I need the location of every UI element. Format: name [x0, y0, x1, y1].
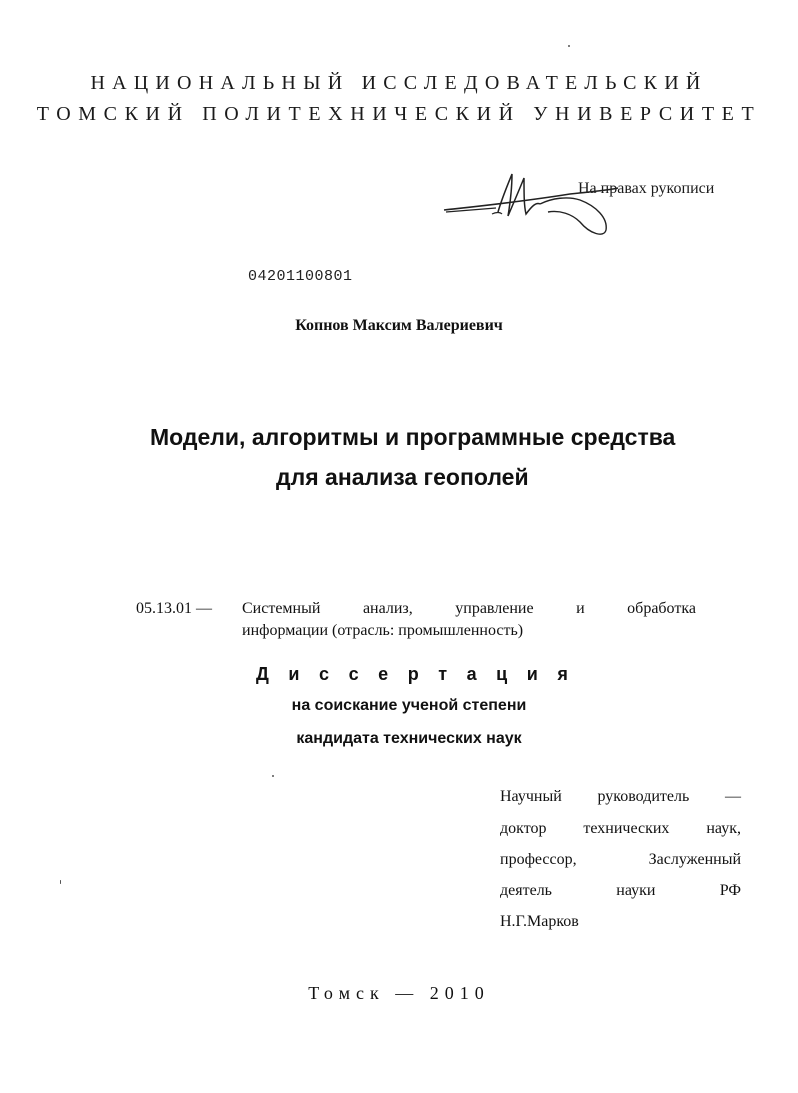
specialty-word: и: [576, 600, 585, 617]
dissertation-letter: я: [557, 664, 568, 684]
supervisor-word: РФ: [719, 882, 741, 899]
signature-icon: [440, 168, 620, 248]
dissertation-letter: Д: [256, 664, 269, 684]
specialty-word: Системный: [242, 600, 321, 617]
dissertation-letter: р: [407, 664, 419, 684]
supervisor-word: технических: [583, 820, 670, 837]
supervisor-name-text: Н.Г.Марков: [500, 913, 579, 930]
dissertation-letter: с: [348, 664, 359, 684]
dissertation-letter: и: [288, 664, 300, 684]
supervisor-word: наук,: [706, 820, 741, 837]
dissertation-title-line1: Модели, алгоритмы и программные средства: [150, 424, 676, 450]
dissertation-label: [256, 664, 568, 685]
scan-speck: [60, 880, 61, 884]
specialty-word: управление: [455, 600, 534, 617]
scan-speck: [568, 45, 570, 47]
supervisor-word: руководитель: [597, 788, 690, 805]
supervisor-line4: [500, 882, 741, 900]
supervisor-word: науки: [616, 882, 656, 899]
degree-line2: кандидата технических наук: [296, 730, 522, 747]
dissertation-letter: а: [466, 664, 477, 684]
supervisor-line2: [500, 820, 741, 838]
dissertation-letter: т: [438, 664, 448, 684]
supervisor-name: [500, 913, 741, 931]
barcode-number: 04201100801: [248, 268, 353, 285]
specialty-word: анализ,: [362, 600, 413, 617]
specialty-word: обработка: [627, 600, 696, 617]
university-name-line1: НАЦИОНАЛЬНЫЙ ИССЛЕДОВАТЕЛЬСКИЙ: [90, 72, 708, 94]
degree-line1: на соискание ученой степени: [291, 697, 527, 714]
dissertation-title-line2: для анализа геополей: [276, 464, 529, 490]
manuscript-note: На правах рукописи: [578, 180, 715, 197]
supervisor-word: —: [724, 788, 741, 805]
dissertation-letter: ц: [496, 664, 508, 684]
specialty-name-line2: информации (отрасль: промышленность): [242, 622, 524, 639]
university-name-line2: ТОМСКИЙ ПОЛИТЕХНИЧЕСКИЙ УНИВЕРСИТЕТ: [36, 103, 762, 125]
city-year: Томск — 2010: [308, 983, 490, 1003]
supervisor-word: доктор: [500, 820, 547, 837]
specialty-name-line1: [242, 600, 696, 618]
supervisor-word: Заслуженный: [648, 851, 741, 868]
supervisor-word: деятель: [500, 882, 552, 899]
specialty-code: 05.13.01 —: [136, 600, 212, 617]
author-name: Копнов Максим Валериевич: [295, 317, 503, 334]
dissertation-letter: и: [526, 664, 538, 684]
scan-speck: [272, 775, 274, 777]
supervisor-word: Научный: [500, 788, 562, 805]
supervisor-word: профессор,: [500, 851, 577, 868]
dissertation-letter: с: [319, 664, 330, 684]
supervisor-line3: [500, 851, 741, 869]
dissertation-letter: е: [378, 664, 389, 684]
supervisor-line1: [500, 788, 741, 806]
